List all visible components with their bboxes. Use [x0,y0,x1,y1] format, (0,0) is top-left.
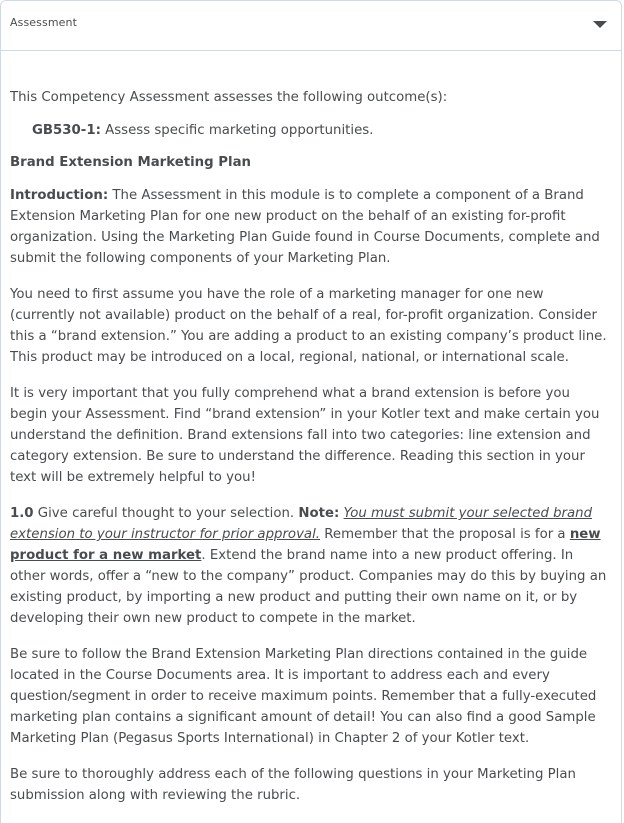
outcome-item [32,120,609,141]
outcome-intro-text: This Competency Assessment assesses the following outcome(s): [10,90,448,105]
note-text: You must submit your selected brand extension to your instructor for prior approval. [10,506,593,542]
section-number: 1.0 [10,506,34,521]
introduction-paragraph [10,185,609,269]
assessment-content [1,51,621,806]
follow-directions-paragraph: Be sure to follow the Brand Extension Marketing Plan directions contained in the guide located in the Course Documents area. It is important to address each and every question/segment in order to receive maximum points. Remember that a fully-executed marketing plan contains a significant amount of detail! You can also find a good Sample Marketing Plan (Pegasus Sports International) in Chapter 2 of your Kotler text. [10,647,597,746]
address-questions-paragraph: Be sure to thoroughly address each of the following questions in your Marketing Plan submission along with reviewing the rubric. [10,767,576,803]
selection-paragraph [10,503,609,629]
assessment-panel-header[interactable] [1,1,621,51]
introduction-text: The Assessment in this module is to complete a component of a Brand Extension Marketing Plan for one new product on the behalf of an existing for-profit organization. Using the Marketing Plan Guide found in Course Documents, complete and submit the following components of your Marketing Plan. [10,188,600,266]
importance-paragraph: It is very important that you fully comprehend what a brand extension is before you begin your Assessment. Find “brand extension” in your Kotler text and make certain you understand the definition. Brand extensions fall into two categories: line extension and category extension. Be sure to understand the difference. Reading this section in your text will be extremely helpful to you! [10,386,600,485]
selection-text-c: . Extend the brand name into a new product offering. In other words, offer a “new to the company” product. Companies may do this by buying an existing product, by importing a new product and putting their own name on it, or by developing their own new product to compete in the market. [10,548,607,626]
section-heading: Brand Extension Marketing Plan [10,155,252,170]
selection-text-a: Give careful thought to your selection. [33,506,299,521]
selection-text-b: Remember that the proposal is for a [320,527,570,542]
new-product-emphasis: new product for a new market [10,527,601,563]
outcome-text: Assess specific marketing opportunities. [100,123,374,138]
chevron-down-icon[interactable] [593,21,607,28]
role-paragraph: You need to first assume you have the role of a marketing manager for one new (currently not available) product on the behalf of a real, for-profit organization. Consider this a “brand extension.” You are adding a product to an existing company’s product line. This product may be introduced on a local, regional, national, or international scale. [10,287,607,365]
introduction-label: Introduction: [10,188,109,203]
panel-title: Assessment [10,16,77,29]
outcome-code: GB530-1: [32,123,101,138]
note-label: Note: [298,506,340,521]
